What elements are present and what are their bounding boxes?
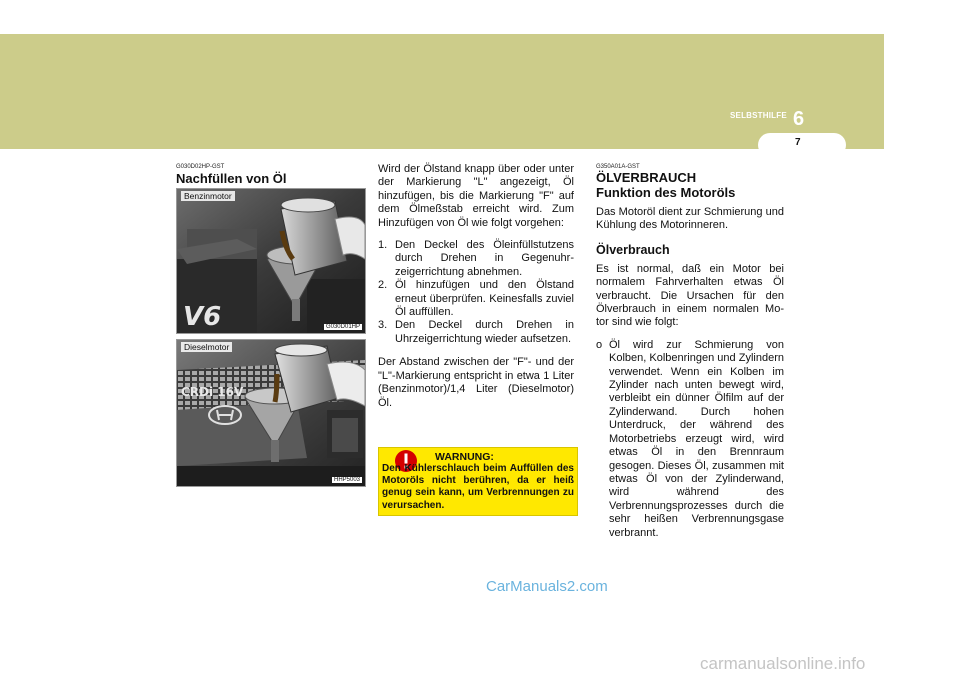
v6-engine-badge: V6: [183, 302, 222, 332]
diesel-engine-photo: [176, 339, 366, 487]
crdi-engine-badge: CRDi 16V: [181, 385, 244, 399]
bullet-marker: o: [596, 338, 603, 351]
step-number: 2.: [378, 279, 388, 292]
list-item: [378, 239, 574, 279]
step-list: [378, 239, 574, 346]
warning-text: Den Kühlerschlauch beim Auffüllen des Motoröls nicht berühren, da er heiß genug sein kann, um Verbrennungen zu verursachen.: [382, 463, 574, 511]
warning-title: WARNUNG:: [435, 451, 494, 463]
bullet-text: Öl wird zur Schmierung von Kolben, Kolbenringen und Zylindern verwendet. Wenn ein Kolben im Zylinder nach unten bewegt wird, verbleibt ein dünner Ölfilm auf der Zylinderwand. Durch hohen Unterdruck, der während des Motorbetriebs erzeugt wird, wird etwas Öl in den Brennraum gesogen. Dieses Öl, zusammen mit etwas Öl von der Zylinderwand, wird während des Verbrennungsprozesses durch die sehr heißen Verbrennungsgase verbrannt.: [609, 338, 784, 539]
page-number: 7: [795, 137, 801, 148]
watermark-carmanuals2: CarManuals2.com: [486, 578, 608, 595]
step-number: 3.: [378, 319, 388, 332]
list-item: [596, 339, 784, 540]
petrol-photo-code: G030D01HP: [325, 324, 360, 330]
capacity-note: Der Abstand zwischen der "F"- und der "L"-Markierung entspricht in etwa 1 Liter (Benzinmotor)/1,4 Liter (Dieselmotor) Öl.: [378, 356, 574, 409]
right-column: [596, 164, 784, 540]
left-section-code: G030D02HP-GST: [176, 164, 225, 170]
section-label: SELBSTHILFE: [730, 111, 787, 120]
watermark-carmanualsonline: carmanualsonline.info: [700, 654, 866, 673]
intro-paragraph: Wird der Ölstand knapp über oder unter der Markierung "L" angezeigt, Öl hinzufügen, bis die Markierung "F" auf dem Ölmeßstab erreicht wird. Zum Hinzufügen von Öl wie folgt vorgehen:: [378, 163, 574, 229]
right-section-code: G350A01A-GST: [596, 164, 640, 170]
list-item: [378, 279, 574, 319]
diesel-photo-code: HHP5003: [333, 477, 360, 483]
chapter-number: 6: [793, 108, 805, 130]
page-number-tab: [758, 133, 846, 157]
step-text: Den Deckel durch Drehen in Uhrzeigerrichtung wieder aufsetzen.: [395, 319, 574, 345]
oil-consumption-paragraph: Es ist normal, daß ein Motor bei normalem Fahrverhalten etwas Öl verbraucht. Die Ursachen für den Ölverbrauch in einem normalen Mo-tor sind wie folgt:: [596, 262, 784, 329]
list-item: [378, 319, 574, 346]
step-text: Öl hinzufügen und den Ölstand erneut überprüfen. Keinesfalls zuviel Öl auffüllen.: [395, 279, 574, 319]
right-section-title: ÖLVERBRAUCH: [596, 170, 697, 185]
right-section-subtitle: Funktion des Motoröls: [596, 185, 736, 200]
petrol-engine-photo: [176, 188, 366, 334]
middle-column: [378, 163, 574, 410]
step-text: Den Deckel des Öleinfüllstutzens durch Drehen in Gegenuhr-zeigerrichtung abnehmen.: [395, 239, 574, 278]
oil-function-paragraph: Das Motoröl dient zur Schmierung und Kühlung des Motorinneren.: [596, 206, 784, 232]
petrol-engine-label: Benzinmotor: [181, 191, 235, 201]
oil-consumption-heading: Ölverbrauch: [596, 242, 670, 257]
header-band: [0, 34, 884, 149]
step-number: 1.: [378, 239, 388, 252]
left-section-title: Nachfüllen von Öl: [176, 171, 287, 186]
diesel-engine-label: Dieselmotor: [181, 342, 232, 352]
bullet-list: [596, 339, 784, 540]
